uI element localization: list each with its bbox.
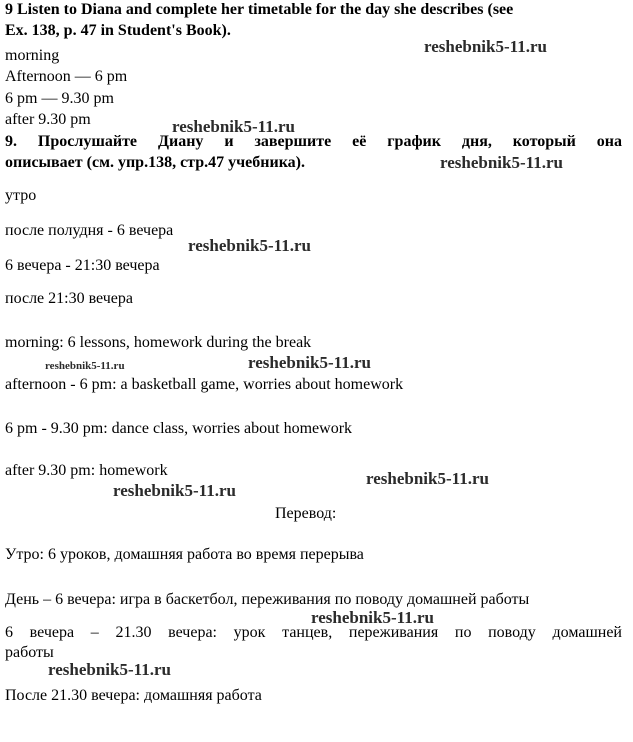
translation-line-morning: Утро: 6 уроков, домашняя работа во время перерыва <box>5 546 364 563</box>
ru-row-afternoon: после полудня - 6 вечера <box>5 222 174 239</box>
ru-row-night: после 21:30 вечера <box>5 290 134 307</box>
exercise-heading-ru-line2: описывает (см. упр.138, стр.47 учебника). <box>5 154 305 171</box>
watermark: reshebnik5-11.ru <box>424 37 547 56</box>
timetable-row-evening: 6 pm — 9.30 pm <box>5 90 114 107</box>
translation-line-afternoon: День – 6 вечера: игра в баскетбол, переживания по поводу домашней работы <box>5 591 530 608</box>
watermark: reshebnik5-11.ru <box>311 608 434 627</box>
translation-line-evening: 6 вечера – 21.30 вечера: урок танцев, переживания по поводу домашней <box>5 624 622 641</box>
watermark: reshebnik5-11.ru <box>366 469 489 488</box>
watermark: reshebnik5-11.ru <box>440 153 563 172</box>
translation-line-night: После 21.30 вечера: домашняя работа <box>5 687 262 704</box>
exercise-heading-en-line1: 9 Listen to Diana and complete her timetable for the day she describes (see <box>5 1 514 18</box>
watermark: reshebnik5-11.ru <box>248 353 371 372</box>
exercise-heading-ru-line1: 9. Прослушайте Диану и завершите её график дня, который она <box>5 133 622 150</box>
translation-title: Перевод: <box>275 505 337 522</box>
ru-row-morning: утро <box>5 187 37 204</box>
watermark: reshebnik5-11.ru <box>188 236 311 255</box>
answer-evening: 6 pm - 9.30 pm: dance class, worries about homework <box>5 420 353 437</box>
timetable-row-afternoon: Afternoon — 6 pm <box>5 68 128 85</box>
timetable-row-night: after 9.30 pm <box>5 111 91 128</box>
translation-line-evening-cont: работы <box>5 644 54 661</box>
answer-night: after 9.30 pm: homework <box>5 462 168 479</box>
exercise-heading-en-line2: Ex. 138, p. 47 in Student's Book). <box>5 22 231 39</box>
watermark: reshebnik5-11.ru <box>172 117 295 136</box>
watermark: reshebnik5-11.ru <box>48 660 171 679</box>
watermark: reshebnik5-11.ru <box>113 481 236 500</box>
answer-afternoon: afternoon - 6 pm: a basketball game, worries about homework <box>5 376 404 393</box>
answer-morning: morning: 6 lessons, homework during the break <box>5 334 312 351</box>
watermark: reshebnik5-11.ru <box>45 360 125 372</box>
ru-row-evening: 6 вечера - 21:30 вечера <box>5 257 160 274</box>
timetable-row-morning: morning <box>5 47 60 64</box>
